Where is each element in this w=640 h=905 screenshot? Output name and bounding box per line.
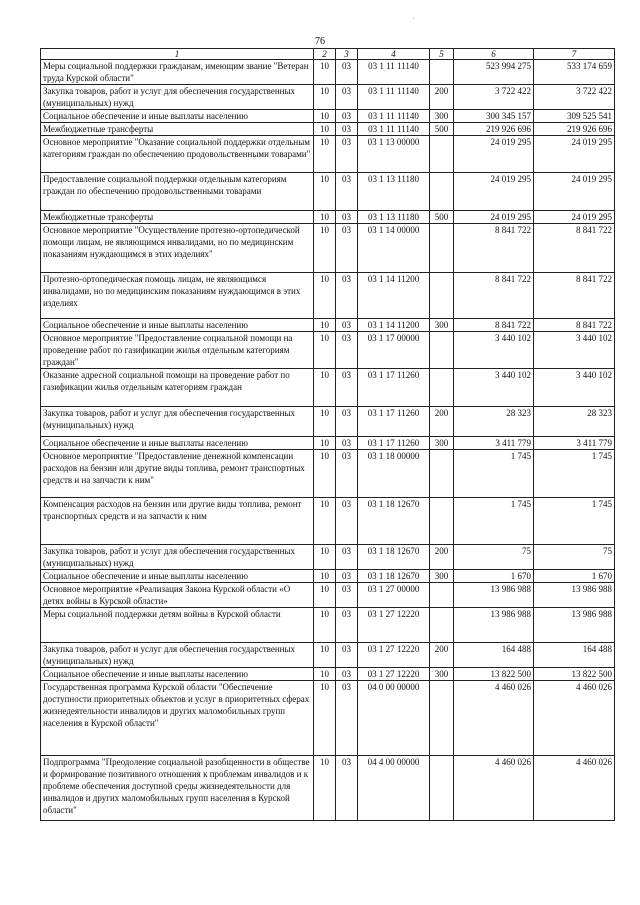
row-amount-year1: 8 841 722 [454,224,534,273]
row-subsection: 03 [336,583,358,608]
row-name: Социальное обеспечение и иные выплаты населению [41,570,314,583]
row-name: Социальное обеспечение и иные выплаты населению [41,110,314,123]
row-amount-year1: 8 841 722 [454,319,534,332]
row-subsection: 03 [336,60,358,85]
row-expense-type [430,450,454,498]
table-row [41,756,615,821]
row-name: Подпрограмма "Преодоление социальной разобщенности в обществе и формирование позитивного отношения к проблемам инвалидов и к проблеме обеспечения доступной среды жизнедеятельности для инвалидов и других маломобильных групп населения в Курской области" [41,756,314,821]
row-amount-year2: 8 841 722 [534,319,615,332]
table-row [41,681,615,756]
row-amount-year1: 24 019 295 [454,211,534,224]
row-expense-type [430,332,454,369]
row-amount-year2: 75 [534,545,615,570]
row-subsection: 03 [336,570,358,583]
row-amount-year2: 533 174 659 [534,60,615,85]
row-amount-year1: 3 440 102 [454,369,534,407]
row-subsection: 03 [336,224,358,273]
header-col-2: 2 [314,49,336,60]
row-target-code: 03 1 27 12220 [358,668,430,681]
row-section: 10 [314,319,336,332]
row-amount-year1: 13 986 988 [454,583,534,608]
row-amount-year2: 309 525 541 [534,110,615,123]
row-amount-year2: 28 323 [534,407,615,437]
row-target-code: 03 1 13 11180 [358,211,430,224]
header-col-1: 1 [41,49,314,60]
row-target-code: 03 1 27 00000 [358,583,430,608]
row-target-code: 03 1 17 11260 [358,437,430,450]
row-target-code: 03 1 13 00000 [358,136,430,173]
row-name: Социальное обеспечение и иные выплаты населению [41,668,314,681]
row-amount-year1: 75 [454,545,534,570]
row-target-code: 03 1 18 12670 [358,545,430,570]
row-target-code: 03 1 11 11140 [358,85,430,110]
row-section: 10 [314,224,336,273]
header-row [41,49,615,60]
row-subsection: 03 [336,756,358,821]
row-section: 10 [314,369,336,407]
row-expense-type [430,681,454,756]
row-target-code: 04 4 00 00000 [358,756,430,821]
row-target-code: 03 1 17 00000 [358,332,430,369]
table-row [41,60,615,85]
row-section: 10 [314,437,336,450]
header-col-3: 3 [336,49,358,60]
header-col-4: 4 [358,49,430,60]
row-section: 10 [314,60,336,85]
row-amount-year1: 3 722 422 [454,85,534,110]
table-row [41,583,615,608]
table-row [41,332,615,369]
row-name: Основное мероприятие "Осуществление протезно-ортопедической помощи лицам, не являющимся инвалидами, но по медицинским показаниям нуждающимся в этих изделиях" [41,224,314,273]
row-subsection: 03 [336,407,358,437]
row-subsection: 03 [336,545,358,570]
table-row [41,273,615,319]
row-subsection: 03 [336,450,358,498]
row-name: Межбюджетные трансферты [41,211,314,224]
row-name: Государственная программа Курской области "Обеспечение доступности приоритетных объектов и услуг в приоритетных сферах жизнедеятельности инвалидов и других маломобильных групп населения в Курской области" [41,681,314,756]
row-section: 10 [314,123,336,136]
row-amount-year1: 4 460 026 [454,756,534,821]
row-amount-year2: 13 986 988 [534,608,615,643]
header-col-6: 6 [454,49,534,60]
row-subsection: 03 [336,273,358,319]
row-amount-year1: 1 745 [454,498,534,545]
row-amount-year2: 8 841 722 [534,273,615,319]
row-section: 10 [314,668,336,681]
table-row [41,407,615,437]
table-row [41,319,615,332]
row-amount-year1: 219 926 696 [454,123,534,136]
row-name: Социальное обеспечение и иные выплаты населению [41,437,314,450]
row-target-code: 03 1 18 12670 [358,570,430,583]
row-expense-type: 500 [430,211,454,224]
row-expense-type [430,173,454,211]
scan-mark: · [412,14,415,23]
budget-table [40,48,615,821]
row-name: Закупка товаров, работ и услуг для обеспечения государственных (муниципальных) нужд [41,643,314,668]
row-section: 10 [314,756,336,821]
table-row [41,85,615,110]
row-amount-year2: 1 745 [534,450,615,498]
row-target-code: 03 1 11 11140 [358,123,430,136]
row-name: Протезно-ортопедическая помощь лицам, не являющимся инвалидами, но по медицинским показаниям нуждающимся в этих изделиях [41,273,314,319]
row-subsection: 03 [336,85,358,110]
row-section: 10 [314,332,336,369]
row-subsection: 03 [336,498,358,545]
row-subsection: 03 [336,643,358,668]
row-expense-type: 200 [430,545,454,570]
row-expense-type: 300 [430,570,454,583]
row-amount-year1: 4 460 026 [454,681,534,756]
row-section: 10 [314,173,336,211]
row-target-code: 03 1 11 11140 [358,60,430,85]
row-target-code: 03 1 14 00000 [358,224,430,273]
row-expense-type [430,136,454,173]
row-subsection: 03 [336,681,358,756]
row-expense-type [430,273,454,319]
row-name: Меры социальной поддержки гражданам, имеющим звание "Ветеран труда Курской области" [41,60,314,85]
row-amount-year2: 4 460 026 [534,681,615,756]
row-amount-year2: 24 019 295 [534,211,615,224]
row-name: Оказание адресной социальной помощи на проведение работ по газификации жилья отдельным категориям граждан [41,369,314,407]
table-row [41,498,615,545]
row-subsection: 03 [336,608,358,643]
row-target-code: 03 1 11 11140 [358,110,430,123]
row-amount-year2: 13 822 500 [534,668,615,681]
row-name: Закупка товаров, работ и услуг для обеспечения государственных (муниципальных) нужд [41,545,314,570]
row-subsection: 03 [336,123,358,136]
table-row [41,110,615,123]
row-section: 10 [314,85,336,110]
row-subsection: 03 [336,211,358,224]
row-amount-year2: 13 986 988 [534,583,615,608]
row-amount-year1: 1 745 [454,450,534,498]
row-subsection: 03 [336,173,358,211]
row-amount-year1: 300 345 157 [454,110,534,123]
row-amount-year2: 3 440 102 [534,369,615,407]
row-amount-year2: 1 670 [534,570,615,583]
row-amount-year1: 1 670 [454,570,534,583]
row-section: 10 [314,583,336,608]
row-section: 10 [314,498,336,545]
row-amount-year2: 24 019 295 [534,173,615,211]
row-amount-year1: 8 841 722 [454,273,534,319]
row-subsection: 03 [336,110,358,123]
row-target-code: 03 1 14 11200 [358,319,430,332]
row-name: Меры социальной поддержки детям войны в Курской области [41,608,314,643]
row-expense-type: 200 [430,85,454,110]
header-col-7: 7 [534,49,615,60]
table-row [41,211,615,224]
row-section: 10 [314,643,336,668]
row-target-code: 03 1 17 11260 [358,407,430,437]
row-subsection: 03 [336,319,358,332]
row-target-code: 03 1 18 12670 [358,498,430,545]
row-expense-type [430,498,454,545]
table-row [41,369,615,407]
table-row [41,173,615,211]
table-row [41,437,615,450]
row-section: 10 [314,681,336,756]
row-amount-year1: 164 488 [454,643,534,668]
row-expense-type: 300 [430,668,454,681]
row-expense-type [430,756,454,821]
row-target-code: 03 1 27 12220 [358,643,430,668]
row-subsection: 03 [336,332,358,369]
row-name: Основное мероприятие «Реализация Закона Курской области «О детях войны в Курской области» [41,583,314,608]
row-amount-year1: 13 986 988 [454,608,534,643]
row-target-code: 03 1 14 11200 [358,273,430,319]
row-amount-year2: 8 841 722 [534,224,615,273]
row-amount-year2: 24 019 295 [534,136,615,173]
row-name: Основное мероприятие "Оказание социальной поддержки отдельным категориям граждан по обеспечению продовольственными товарами" [41,136,314,173]
row-subsection: 03 [336,437,358,450]
row-expense-type [430,583,454,608]
row-amount-year2: 219 926 696 [534,123,615,136]
row-expense-type [430,60,454,85]
row-name: Основное мероприятие "Предоставление денежной компенсации расходов на бензин или другие виды топлива, ремонт транспортных средств и на запчасти к ним" [41,450,314,498]
row-expense-type: 200 [430,643,454,668]
row-subsection: 03 [336,136,358,173]
row-target-code: 03 1 18 00000 [358,450,430,498]
row-name: Закупка товаров, работ и услуг для обеспечения государственных (муниципальных) нужд [41,407,314,437]
table-row [41,123,615,136]
row-section: 10 [314,545,336,570]
row-amount-year2: 164 488 [534,643,615,668]
row-target-code: 03 1 17 11260 [358,369,430,407]
row-amount-year2: 3 411 779 [534,437,615,450]
row-section: 10 [314,570,336,583]
table-row [41,136,615,173]
row-amount-year1: 523 994 275 [454,60,534,85]
header-col-5: 5 [430,49,454,60]
row-amount-year2: 3 722 422 [534,85,615,110]
row-name: Предоставление социальной поддержки отдельным категориям граждан по обеспечению продовольственными товарами [41,173,314,211]
row-expense-type [430,608,454,643]
table-row [41,608,615,643]
row-amount-year1: 24 019 295 [454,173,534,211]
row-expense-type [430,224,454,273]
row-expense-type: 300 [430,319,454,332]
row-target-code: 03 1 27 12220 [358,608,430,643]
row-expense-type: 300 [430,110,454,123]
row-section: 10 [314,450,336,498]
page-number: 76 [315,36,325,47]
row-name: Закупка товаров, работ и услуг для обеспечения государственных (муниципальных) нужд [41,85,314,110]
table-row [41,668,615,681]
row-name: Межбюджетные трансферты [41,123,314,136]
row-expense-type: 200 [430,407,454,437]
row-target-code: 04 0 00 00000 [358,681,430,756]
table-row [41,224,615,273]
row-target-code: 03 1 13 11180 [358,173,430,211]
row-amount-year2: 1 745 [534,498,615,545]
row-amount-year2: 3 440 102 [534,332,615,369]
row-expense-type [430,369,454,407]
row-name: Основное мероприятие "Предоставление социальной помощи на проведение работ по газификации жилья отдельным категориям граждан" [41,332,314,369]
table-row [41,643,615,668]
row-amount-year1: 3 440 102 [454,332,534,369]
row-name: Социальное обеспечение и иные выплаты населению [41,319,314,332]
row-name: Компенсация расходов на бензин или другие виды топлива, ремонт транспортных средств и на запчасти к ним [41,498,314,545]
table-row [41,570,615,583]
row-section: 10 [314,136,336,173]
table-row [41,450,615,498]
row-section: 10 [314,407,336,437]
row-amount-year1: 3 411 779 [454,437,534,450]
row-amount-year1: 28 323 [454,407,534,437]
row-subsection: 03 [336,369,358,407]
row-section: 10 [314,608,336,643]
row-expense-type: 300 [430,437,454,450]
row-section: 10 [314,273,336,319]
row-section: 10 [314,211,336,224]
table-row [41,545,615,570]
row-section: 10 [314,110,336,123]
row-subsection: 03 [336,668,358,681]
row-amount-year1: 24 019 295 [454,136,534,173]
row-amount-year2: 4 460 026 [534,756,615,821]
row-expense-type: 500 [430,123,454,136]
row-amount-year1: 13 822 500 [454,668,534,681]
